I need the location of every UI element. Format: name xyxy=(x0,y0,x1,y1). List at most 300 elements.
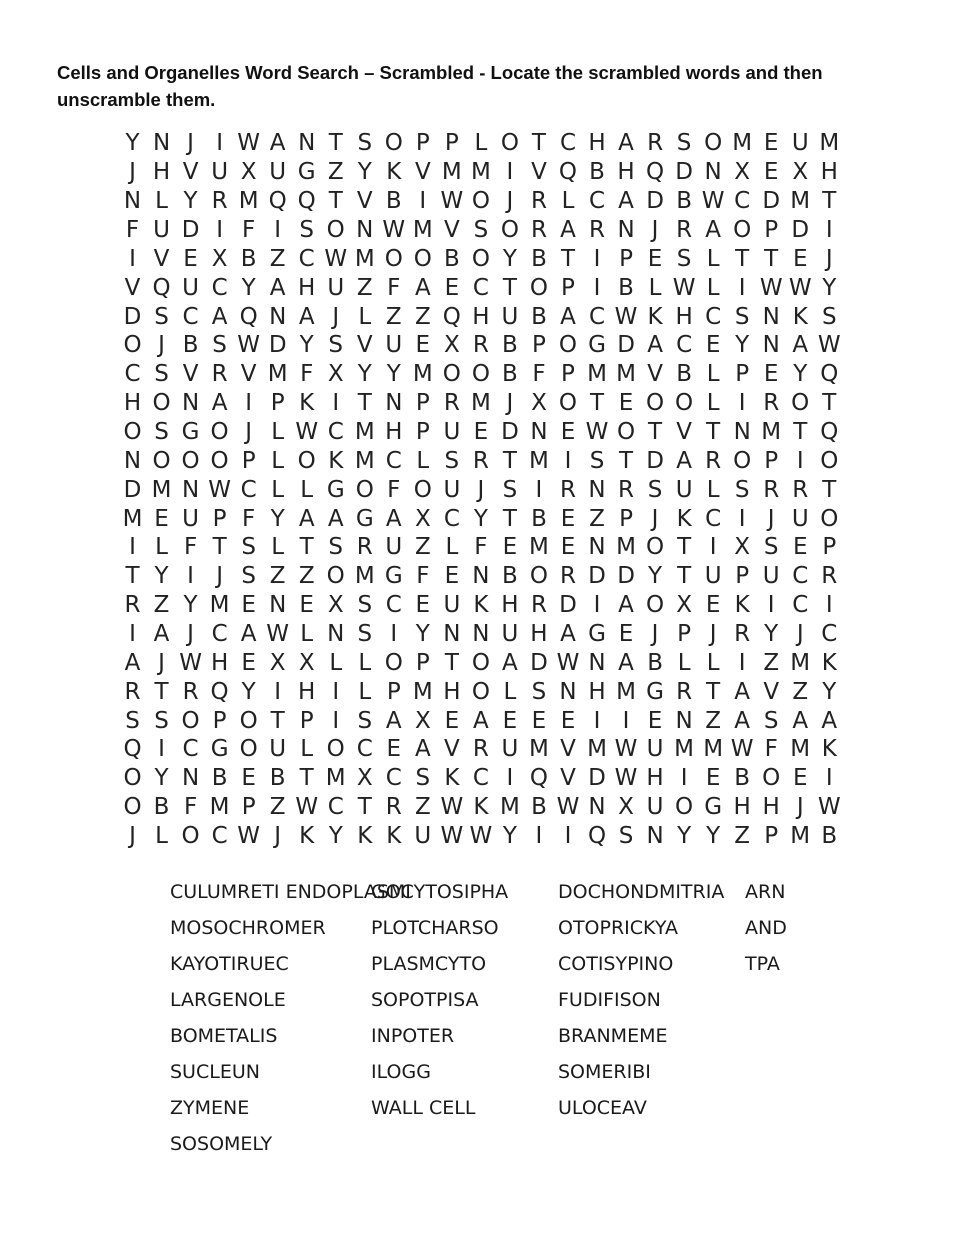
grid-letter[interactable]: N xyxy=(559,678,577,705)
grid-letter[interactable]: S xyxy=(241,534,256,561)
grid-letter[interactable]: G xyxy=(210,736,229,763)
grid-letter[interactable]: A xyxy=(502,649,518,676)
grid-letter[interactable]: P xyxy=(735,361,750,388)
grid-letter[interactable]: O xyxy=(471,649,490,676)
grid-letter[interactable]: Q xyxy=(529,765,548,792)
grid-letter[interactable]: L xyxy=(271,476,285,503)
grid-letter[interactable]: K xyxy=(473,794,489,821)
grid-letter[interactable]: Q xyxy=(268,188,287,215)
grid-letter[interactable]: O xyxy=(646,390,665,417)
grid-letter[interactable]: O xyxy=(529,274,548,301)
grid-letter[interactable]: H xyxy=(762,794,780,821)
grid-letter[interactable]: R xyxy=(472,332,489,359)
grid-letter[interactable]: A xyxy=(647,332,663,359)
grid-letter[interactable]: P xyxy=(677,621,692,648)
grid-letter[interactable]: C xyxy=(211,823,228,850)
grid-letter[interactable]: A xyxy=(269,130,286,157)
grid-letter[interactable]: Q xyxy=(820,419,839,446)
grid-letter[interactable]: I xyxy=(129,621,136,648)
grid-letter[interactable]: V xyxy=(647,361,663,388)
grid-letter[interactable]: J xyxy=(796,794,804,821)
grid-letter[interactable]: T xyxy=(648,419,663,446)
grid-letter[interactable]: Y xyxy=(241,678,256,705)
grid-letter[interactable]: J xyxy=(825,245,833,272)
grid-letter[interactable]: J xyxy=(796,621,804,648)
grid-letter[interactable]: A xyxy=(211,390,228,417)
grid-letter[interactable]: L xyxy=(706,274,720,301)
grid-letter[interactable]: O xyxy=(384,245,403,272)
grid-letter[interactable]: T xyxy=(619,447,634,474)
grid-letter[interactable]: R xyxy=(472,447,489,474)
grid-letter[interactable]: A xyxy=(414,274,431,301)
grid-letter[interactable]: Q xyxy=(646,159,665,186)
grid-letter[interactable]: M xyxy=(790,736,811,763)
grid-letter[interactable]: C xyxy=(385,447,402,474)
grid-letter[interactable]: P xyxy=(764,217,779,243)
grid-letter[interactable]: H xyxy=(617,159,635,186)
grid-letter[interactable]: I xyxy=(216,130,223,157)
grid-letter[interactable]: O xyxy=(558,332,578,359)
grid-letter[interactable]: Z xyxy=(414,303,431,330)
grid-letter[interactable]: C xyxy=(327,419,344,446)
grid-letter[interactable]: S xyxy=(444,447,460,474)
grid-letter[interactable]: H xyxy=(646,765,664,792)
grid-letter[interactable]: M xyxy=(267,361,288,388)
grid-letter[interactable]: Z xyxy=(356,274,373,301)
grid-letter[interactable]: B xyxy=(734,765,751,792)
grid-letter[interactable]: W xyxy=(788,274,812,301)
grid-letter[interactable]: I xyxy=(564,447,572,474)
grid-letter[interactable]: X xyxy=(676,592,692,619)
grid-letter[interactable]: E xyxy=(531,707,547,734)
grid-letter[interactable]: C xyxy=(182,736,199,763)
grid-letter[interactable]: S xyxy=(676,130,692,157)
grid-letter[interactable]: L xyxy=(677,649,691,676)
grid-letter[interactable]: N xyxy=(646,823,664,850)
grid-letter[interactable]: I xyxy=(158,736,165,763)
grid-letter[interactable]: T xyxy=(764,245,779,272)
grid-letter[interactable]: O xyxy=(210,447,229,474)
grid-letter[interactable]: U xyxy=(501,736,519,763)
grid-letter[interactable]: P xyxy=(415,419,430,446)
grid-letter[interactable]: H xyxy=(443,678,461,705)
grid-letter[interactable]: J xyxy=(158,332,165,359)
grid-letter[interactable]: E xyxy=(154,505,169,532)
grid-letter[interactable]: Y xyxy=(154,563,169,590)
grid-letter[interactable]: J xyxy=(709,621,717,648)
grid-letter[interactable]: T xyxy=(822,188,837,215)
grid-letter[interactable]: E xyxy=(705,592,721,619)
grid-letter[interactable]: C xyxy=(559,130,577,157)
grid-letter[interactable]: Q xyxy=(210,678,229,705)
grid-letter[interactable]: H xyxy=(820,159,838,186)
grid-letter[interactable]: J xyxy=(651,217,659,243)
grid-letter[interactable]: D xyxy=(559,592,577,619)
grid-letter[interactable]: E xyxy=(241,649,256,676)
grid-letter[interactable]: O xyxy=(181,823,200,850)
grid-letter[interactable]: C xyxy=(705,505,722,532)
grid-letter[interactable]: U xyxy=(675,476,693,503)
grid-letter[interactable]: T xyxy=(299,534,314,561)
grid-letter[interactable]: H xyxy=(210,649,229,676)
grid-letter[interactable]: G xyxy=(588,621,606,648)
grid-letter[interactable]: H xyxy=(472,303,490,330)
grid-letter[interactable]: V xyxy=(560,736,576,763)
grid-letter[interactable]: L xyxy=(271,447,285,474)
grid-letter[interactable]: C xyxy=(240,476,257,503)
grid-letter[interactable]: K xyxy=(734,592,750,619)
grid-letter[interactable]: V xyxy=(560,765,576,792)
grid-letter[interactable]: L xyxy=(300,621,314,648)
grid-letter[interactable]: O xyxy=(500,130,519,157)
grid-letter[interactable]: E xyxy=(560,534,576,561)
grid-letter[interactable]: G xyxy=(588,332,606,359)
grid-letter[interactable]: M xyxy=(354,563,375,590)
grid-letter[interactable]: M xyxy=(354,245,375,272)
grid-letter[interactable]: I xyxy=(680,765,688,792)
grid-letter[interactable]: V xyxy=(182,361,199,388)
grid-letter[interactable]: O xyxy=(123,765,142,792)
grid-letter[interactable]: N xyxy=(269,303,287,330)
grid-letter[interactable]: Z xyxy=(153,592,170,619)
grid-letter[interactable]: Q xyxy=(297,188,316,215)
grid-letter[interactable]: Y xyxy=(648,563,663,590)
grid-letter[interactable]: S xyxy=(589,447,605,474)
grid-letter[interactable]: C xyxy=(124,361,141,388)
grid-letter[interactable]: I xyxy=(564,823,572,850)
grid-letter[interactable]: W xyxy=(672,274,696,301)
grid-letter[interactable]: T xyxy=(357,390,372,417)
grid-letter[interactable]: B xyxy=(240,245,257,272)
grid-letter[interactable]: A xyxy=(618,649,634,676)
grid-letter[interactable]: R xyxy=(705,447,722,474)
grid-letter[interactable]: W xyxy=(469,823,493,850)
grid-letter[interactable]: N xyxy=(123,188,142,215)
grid-letter[interactable]: I xyxy=(796,447,804,474)
grid-letter[interactable]: R xyxy=(124,678,141,705)
grid-letter[interactable]: M xyxy=(238,188,259,215)
grid-letter[interactable]: P xyxy=(561,274,575,301)
grid-letter[interactable]: G xyxy=(181,419,200,446)
grid-letter[interactable]: O xyxy=(326,736,345,763)
grid-letter[interactable]: E xyxy=(241,765,256,792)
grid-letter[interactable]: F xyxy=(300,361,314,388)
grid-letter[interactable]: Z xyxy=(414,794,431,821)
grid-letter[interactable]: T xyxy=(822,390,837,417)
grid-letter[interactable]: K xyxy=(386,823,402,850)
grid-letter[interactable]: T xyxy=(735,245,750,272)
grid-letter[interactable]: P xyxy=(735,563,750,590)
grid-letter[interactable]: U xyxy=(443,476,461,503)
grid-letter[interactable]: I xyxy=(825,592,833,619)
grid-letter[interactable]: S xyxy=(212,332,227,359)
grid-letter[interactable]: F xyxy=(125,217,140,243)
grid-letter[interactable]: O xyxy=(529,563,548,590)
grid-letter[interactable]: S xyxy=(415,765,431,792)
grid-letter[interactable]: T xyxy=(328,188,343,215)
grid-letter[interactable]: S xyxy=(647,476,663,503)
grid-letter[interactable]: N xyxy=(269,592,287,619)
grid-letter[interactable]: V xyxy=(414,159,431,186)
grid-letter[interactable]: S xyxy=(328,332,344,359)
grid-letter[interactable]: B xyxy=(269,765,286,792)
grid-letter[interactable]: I xyxy=(332,390,340,417)
grid-letter[interactable]: O xyxy=(384,649,403,676)
grid-letter[interactable]: I xyxy=(738,274,746,301)
grid-letter[interactable]: O xyxy=(471,188,490,215)
grid-letter[interactable]: M xyxy=(354,447,375,474)
grid-letter[interactable]: N xyxy=(530,419,548,446)
grid-letter[interactable]: I xyxy=(593,245,601,272)
grid-letter[interactable]: U xyxy=(182,505,199,532)
grid-letter[interactable]: M xyxy=(529,534,549,561)
grid-letter[interactable]: O xyxy=(616,419,636,446)
grid-letter[interactable]: H xyxy=(588,678,606,705)
grid-letter[interactable]: A xyxy=(792,707,809,734)
grid-letter[interactable]: V xyxy=(763,678,780,705)
grid-letter[interactable]: D xyxy=(646,188,664,215)
grid-letter[interactable]: C xyxy=(705,303,722,330)
grid-letter[interactable]: V xyxy=(182,159,199,186)
grid-letter[interactable]: O xyxy=(413,476,432,503)
grid-letter[interactable]: M xyxy=(616,534,636,561)
grid-letter[interactable]: R xyxy=(589,217,605,243)
grid-letter[interactable]: L xyxy=(503,678,517,705)
grid-letter[interactable]: I xyxy=(593,592,601,619)
grid-letter[interactable]: I xyxy=(535,476,543,503)
grid-letter[interactable]: S xyxy=(241,563,256,590)
grid-letter[interactable]: P xyxy=(532,332,546,359)
grid-letter[interactable]: E xyxy=(618,390,634,417)
grid-letter[interactable]: X xyxy=(327,592,344,619)
grid-letter[interactable]: T xyxy=(444,649,459,676)
grid-letter[interactable]: Y xyxy=(357,361,372,388)
grid-letter[interactable]: S xyxy=(357,621,373,648)
grid-letter[interactable]: W xyxy=(266,621,290,648)
grid-letter[interactable]: L xyxy=(706,649,720,676)
grid-letter[interactable]: W xyxy=(701,188,725,215)
grid-letter[interactable]: A xyxy=(153,621,170,648)
grid-letter[interactable]: Y xyxy=(183,188,198,215)
grid-letter[interactable]: K xyxy=(821,736,837,763)
grid-letter[interactable]: W xyxy=(440,823,464,850)
grid-letter[interactable]: J xyxy=(129,823,136,850)
grid-letter[interactable]: W xyxy=(237,332,261,359)
grid-letter[interactable]: I xyxy=(506,765,514,792)
grid-letter[interactable]: L xyxy=(561,188,575,215)
grid-letter[interactable]: W xyxy=(237,130,261,157)
grid-letter[interactable]: M xyxy=(790,823,811,850)
grid-letter[interactable]: D xyxy=(181,217,200,243)
grid-letter[interactable]: A xyxy=(473,707,489,734)
grid-letter[interactable]: M xyxy=(587,736,607,763)
grid-letter[interactable]: S xyxy=(676,245,692,272)
grid-letter[interactable]: S xyxy=(734,303,750,330)
grid-letter[interactable]: R xyxy=(559,476,576,503)
grid-letter[interactable]: Q xyxy=(123,736,142,763)
grid-letter[interactable]: U xyxy=(327,274,345,301)
grid-letter[interactable]: O xyxy=(646,592,665,619)
grid-letter[interactable]: K xyxy=(647,303,663,330)
grid-letter[interactable]: M xyxy=(412,217,433,243)
grid-letter[interactable]: R xyxy=(356,534,373,561)
grid-letter[interactable]: J xyxy=(477,476,485,503)
grid-letter[interactable]: I xyxy=(506,159,514,186)
grid-letter[interactable]: Z xyxy=(269,563,286,590)
grid-letter[interactable]: K xyxy=(299,823,315,850)
grid-letter[interactable]: N xyxy=(181,476,200,503)
grid-letter[interactable]: S xyxy=(154,707,169,734)
grid-letter[interactable]: Y xyxy=(735,332,750,359)
grid-letter[interactable]: H xyxy=(298,274,316,301)
grid-letter[interactable]: N xyxy=(704,159,722,186)
grid-letter[interactable]: R xyxy=(676,678,693,705)
grid-letter[interactable]: B xyxy=(531,303,547,330)
grid-letter[interactable]: F xyxy=(532,361,546,388)
grid-letter[interactable]: I xyxy=(593,707,601,734)
grid-letter[interactable]: U xyxy=(385,534,403,561)
grid-letter[interactable]: O xyxy=(326,563,345,590)
grid-letter[interactable]: N xyxy=(181,390,200,417)
grid-letter[interactable]: E xyxy=(763,361,779,388)
grid-letter[interactable]: C xyxy=(821,621,838,648)
grid-letter[interactable]: H xyxy=(152,159,171,186)
grid-letter[interactable]: M xyxy=(325,765,346,792)
grid-letter[interactable]: E xyxy=(502,707,518,734)
grid-letter[interactable]: O xyxy=(326,217,345,243)
grid-letter[interactable]: Y xyxy=(502,245,517,272)
grid-letter[interactable]: B xyxy=(589,159,605,186)
grid-letter[interactable]: Q xyxy=(239,303,258,330)
grid-letter[interactable]: T xyxy=(822,476,837,503)
grid-letter[interactable]: B xyxy=(531,505,547,532)
grid-letter[interactable]: W xyxy=(440,188,464,215)
grid-letter[interactable]: C xyxy=(792,592,809,619)
grid-letter[interactable]: J xyxy=(158,649,165,676)
grid-letter[interactable]: W xyxy=(382,217,406,243)
grid-letter[interactable]: U xyxy=(385,332,403,359)
grid-letter[interactable]: W xyxy=(556,794,580,821)
grid-letter[interactable]: N xyxy=(472,621,490,648)
grid-letter[interactable]: B xyxy=(182,332,199,359)
grid-letter[interactable]: L xyxy=(706,245,720,272)
grid-letter[interactable]: Q xyxy=(558,159,578,186)
grid-letter[interactable]: B xyxy=(153,794,170,821)
grid-letter[interactable]: M xyxy=(616,361,636,388)
grid-letter[interactable]: E xyxy=(792,765,808,792)
grid-letter[interactable]: L xyxy=(706,476,720,503)
grid-letter[interactable]: B xyxy=(502,361,518,388)
grid-letter[interactable]: D xyxy=(530,649,548,676)
grid-letter[interactable]: B xyxy=(502,332,518,359)
grid-letter[interactable]: U xyxy=(646,794,664,821)
grid-letter[interactable]: Y xyxy=(677,823,692,850)
grid-letter[interactable]: N xyxy=(123,447,142,474)
grid-letter[interactable]: M xyxy=(441,159,462,186)
grid-letter[interactable]: C xyxy=(588,303,606,330)
grid-letter[interactable]: J xyxy=(651,505,659,532)
grid-letter[interactable]: O xyxy=(820,447,839,474)
grid-letter[interactable]: I xyxy=(129,534,136,561)
grid-letter[interactable]: M xyxy=(122,505,143,532)
grid-letter[interactable]: L xyxy=(474,130,488,157)
grid-letter[interactable]: Y xyxy=(357,159,372,186)
grid-letter[interactable]: K xyxy=(328,447,344,474)
grid-letter[interactable]: J xyxy=(216,563,223,590)
grid-letter[interactable]: S xyxy=(618,823,634,850)
grid-letter[interactable]: A xyxy=(618,130,634,157)
grid-letter[interactable]: D xyxy=(617,563,635,590)
grid-letter[interactable]: W xyxy=(440,794,464,821)
grid-letter[interactable]: U xyxy=(269,736,287,763)
grid-letter[interactable]: R xyxy=(559,563,576,590)
grid-letter[interactable]: P xyxy=(241,794,256,821)
grid-letter[interactable]: O xyxy=(471,361,490,388)
grid-letter[interactable]: O xyxy=(733,217,752,243)
grid-letter[interactable]: G xyxy=(704,794,723,821)
grid-letter[interactable]: A xyxy=(734,707,751,734)
grid-letter[interactable]: O xyxy=(413,245,432,272)
grid-letter[interactable]: P xyxy=(764,447,779,474)
grid-letter[interactable]: O xyxy=(791,390,810,417)
grid-letter[interactable]: T xyxy=(212,534,227,561)
grid-letter[interactable]: O xyxy=(442,361,461,388)
grid-letter[interactable]: Q xyxy=(152,274,171,301)
grid-letter[interactable]: O xyxy=(384,130,403,157)
grid-letter[interactable]: T xyxy=(560,245,576,272)
grid-letter[interactable]: J xyxy=(187,130,194,157)
grid-letter[interactable]: M xyxy=(209,592,230,619)
grid-letter[interactable]: T xyxy=(531,130,546,157)
grid-letter[interactable]: W xyxy=(295,794,319,821)
grid-letter[interactable]: J xyxy=(506,390,514,417)
grid-letter[interactable]: T xyxy=(677,534,692,561)
grid-letter[interactable]: R xyxy=(821,563,838,590)
grid-letter[interactable]: N xyxy=(762,332,780,359)
grid-letter[interactable]: C xyxy=(356,736,373,763)
grid-letter[interactable]: J xyxy=(187,621,194,648)
grid-letter[interactable]: G xyxy=(646,678,664,705)
grid-letter[interactable]: E xyxy=(444,274,460,301)
grid-letter[interactable]: W xyxy=(179,649,202,676)
grid-letter[interactable]: Y xyxy=(822,678,837,705)
grid-letter[interactable]: O xyxy=(123,419,142,446)
grid-letter[interactable]: A xyxy=(560,621,576,648)
grid-letter[interactable]: K xyxy=(386,159,402,186)
grid-letter[interactable]: B xyxy=(618,274,634,301)
grid-letter[interactable]: R xyxy=(530,188,547,215)
grid-letter[interactable]: O xyxy=(181,707,200,734)
grid-letter[interactable]: D xyxy=(123,476,142,503)
grid-letter[interactable]: P xyxy=(241,447,256,474)
grid-letter[interactable]: V xyxy=(356,332,373,359)
grid-letter[interactable]: O xyxy=(675,794,694,821)
grid-letter[interactable]: H xyxy=(501,592,519,619)
grid-letter[interactable]: Z xyxy=(269,245,286,272)
grid-letter[interactable]: B xyxy=(531,794,547,821)
grid-letter[interactable]: R xyxy=(676,217,693,243)
grid-letter[interactable]: L xyxy=(300,736,314,763)
grid-letter[interactable]: O xyxy=(675,390,694,417)
grid-letter[interactable]: H xyxy=(385,419,403,446)
grid-letter[interactable]: L xyxy=(706,361,720,388)
grid-letter[interactable]: C xyxy=(676,332,693,359)
grid-letter[interactable]: I xyxy=(738,649,746,676)
grid-letter[interactable]: E xyxy=(473,419,489,446)
grid-letter[interactable]: N xyxy=(588,476,606,503)
grid-letter[interactable]: X xyxy=(414,707,431,734)
grid-letter[interactable]: J xyxy=(506,188,514,215)
